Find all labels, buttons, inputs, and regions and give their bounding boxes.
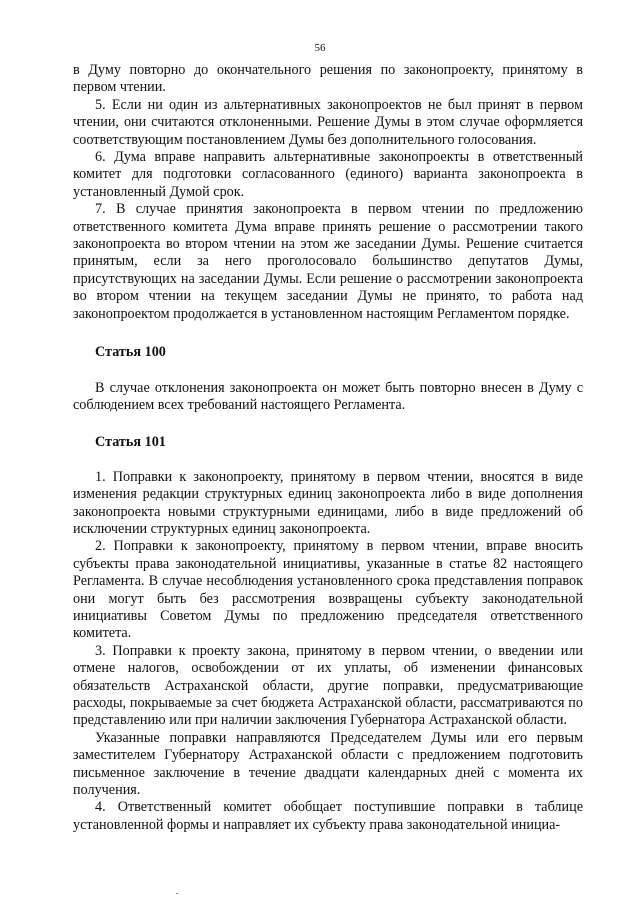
- article-101-item-3: 3. Поправки к проекту закона, принятому в первом чтении, о введении или отмене налогов, освобождении от их уплаты, об изменении финансовых обязательств Астраханской области, другие поправки, предусматривающие расходы, покрываемые за счет бюджета Астраханской области, рассматриваются по представлению или при наличии заключения Губернатора Астраханской области.: [73, 642, 583, 729]
- paragraph-item-7: 7. В случае принятия законопроекта в первом чтении по предложению ответственного комитета Дума вправе принять решение о рассмотрении такого законопроекта во втором чтении на этом же заседании Думы. Решение считается принятым, если за него проголосовало большинство депутатов Думы, присутствующих на заседании Думы. Если решение о рассмотрении законопроекта во втором чтении на текущем заседании Думы не принято, то работа над законопроектом продолжается в установленном настоящим Регламентом порядке.: [73, 201, 583, 322]
- paragraph-item-6: 6. Дума вправе направить альтернативные законопроекты в ответственный комитет для подготовки согласованного (единого) варианта законопроекта в установленный Думой срок.: [73, 149, 583, 200]
- page-number: 56: [314, 42, 326, 54]
- article-101-item-3-continuation: Указанные поправки направляются Председателем Думы или его первым заместителем Губернатору Астраханской области с предложением подготовить письменное заключение в течение двадцати календарных дней с момента их получения.: [73, 729, 583, 799]
- article-101-item-2: 2. Поправки к законопроекту, принятому в первом чтении, вправе вносить субъекты права законодательной инициативы, указанные в статье 82 настоящего Регламента. В случае несоблюдения установленного срока представления поправок они могут быть без рассмотрения возвращены субъекту законодательной инициативы Советом Думы по предложению председателя ответственного комитета.: [73, 538, 583, 642]
- article-101-heading: Статья 101: [95, 434, 166, 451]
- article-100-heading: Статья 100: [95, 344, 166, 361]
- article-101-item-1: 1. Поправки к законопроекту, принятому в первом чтении, вносятся в виде изменения редакции структурных единиц законопроекта либо в виде дополнения законопроекта новыми структурными единицами, либо в виде предложений об исключении структурных единиц законопроекта.: [73, 468, 583, 537]
- article-100-text: В случае отклонения законопроекта он может быть повторно внесен в Думу с соблюдением всех требований настоящего Регламента.: [73, 379, 583, 413]
- scan-speck: [176, 893, 178, 894]
- page-content: [73, 62, 583, 834]
- article-101-item-4: 4. Ответственный комитет обобщает поступившие поправки в таблице установленной формы и направляет их субъекту права законодательной инициа-: [73, 799, 583, 833]
- paragraph-item-5: 5. Если ни один из альтернативных законопроектов не был принят в первом чтении, они считаются отклоненными. Решение Думы в этом случае оформляется соответствующим постановлением Думы без дополнительного голосования.: [73, 96, 583, 148]
- paragraph-continuation: в Думу повторно до окончательного решения по законопроекту, принятому в первом чтении.: [73, 62, 583, 96]
